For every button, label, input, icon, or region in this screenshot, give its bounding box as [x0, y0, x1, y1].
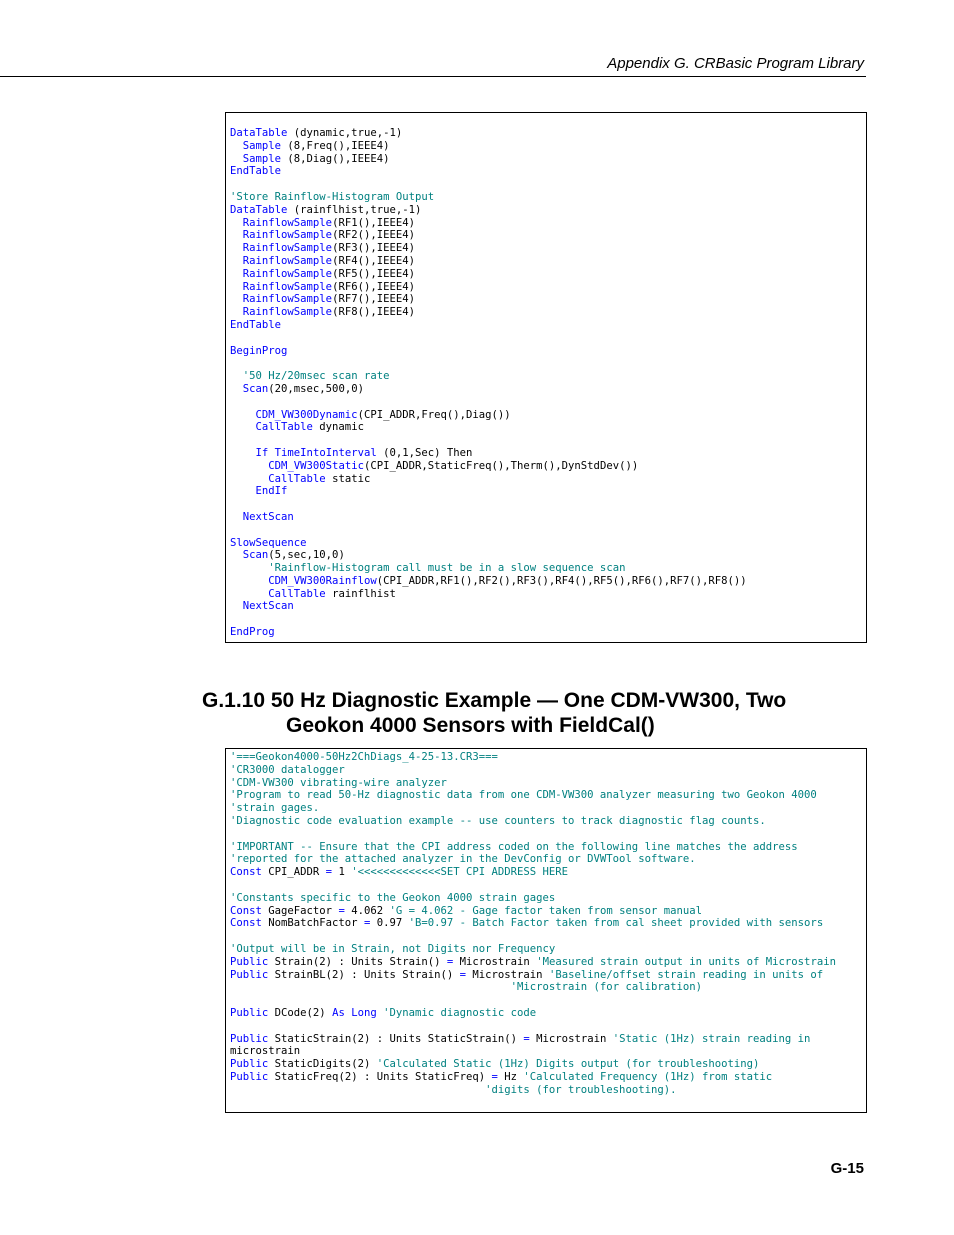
running-header: Appendix G. CRBasic Program Library	[607, 55, 864, 72]
code-text: (RF8(),IEEE4)	[332, 306, 415, 319]
code-text: (CPI_ADDR,StaticFreq(),Therm(),DynStdDev())	[363, 459, 639, 472]
code-comment: 'reported for the attached analyzer in the DevConfig or DVWTool software.	[230, 853, 696, 866]
code-comment: 'Dynamic diagnostic code	[383, 1006, 537, 1019]
code-line	[230, 306, 866, 319]
code-line	[230, 626, 866, 639]
code-line	[230, 434, 866, 447]
code-line	[230, 1033, 866, 1046]
code-text: (RF3(),IEEE4)	[332, 242, 415, 255]
code-line	[230, 383, 866, 396]
code-line	[230, 956, 866, 969]
code-text	[230, 229, 243, 241]
code-keyword: RainflowSample	[242, 254, 333, 267]
code-keyword: EndProg	[230, 626, 275, 639]
code-line	[230, 588, 866, 601]
code-text	[230, 268, 243, 280]
code-line	[230, 841, 866, 854]
code-comment: 'CR3000 datalogger	[230, 763, 345, 776]
code-line	[230, 255, 866, 268]
code-keyword: EndTable	[230, 318, 282, 331]
code-line	[230, 828, 866, 841]
code-comment: 'Calculated Frequency (1Hz) from static	[523, 1070, 773, 1083]
code-keyword: If	[255, 446, 269, 459]
code-line	[230, 319, 866, 332]
code-text: 4.062	[344, 904, 390, 917]
code-line	[230, 1007, 866, 1020]
code-line	[230, 892, 866, 905]
code-comment: 'IMPORTANT -- Ensure that the CPI address coded on the following line matches the address	[230, 840, 798, 853]
code-text: StrainBL(2) : Units Strain()	[268, 968, 460, 981]
code-keyword: =	[325, 866, 333, 879]
code-text: GageFactor	[261, 904, 339, 917]
code-keyword: NextScan	[242, 600, 294, 613]
code-text	[230, 242, 243, 254]
code-comment: 'Output will be in Strain, not Digits nor Frequency	[230, 942, 556, 955]
section-heading-line-2: Geokon 4000 Sensors with FieldCal()	[286, 714, 655, 737]
code-line	[230, 485, 866, 498]
code-text: dynamic	[312, 421, 364, 434]
code-line	[230, 396, 866, 409]
code-keyword: =	[338, 904, 345, 917]
code-text	[230, 588, 268, 600]
code-text: (RF2(),IEEE4)	[332, 229, 415, 242]
code-text: (CPI_ADDR,RF1(),RF2(),RF3(),RF4(),RF5(),RF6(),RF7(),RF8())	[376, 574, 747, 587]
code-keyword: CallTable	[268, 587, 326, 600]
code-line	[230, 332, 866, 345]
code-line	[230, 217, 866, 230]
code-line	[230, 345, 866, 358]
code-comment: 'digits (for troubleshooting).	[485, 1083, 677, 1096]
code-text: static	[325, 472, 371, 485]
section-heading-line-1: G.1.10 50 Hz Diagnostic Example — One CDM-VW300, Two	[202, 689, 787, 712]
code-keyword: Public	[230, 1070, 269, 1083]
code-keyword: RainflowSample	[242, 293, 333, 306]
code-comment: 'Measured strain output in units of Microstrain	[536, 955, 836, 968]
code-line	[230, 905, 866, 918]
code-keyword: RainflowSample	[242, 229, 333, 242]
code-comment: '50 Hz/20msec scan rate	[242, 370, 390, 383]
code-comment: 'strain gages.	[230, 802, 320, 815]
code-comment: 'Microstrain (for calibration)	[510, 981, 702, 994]
code-keyword: Sample	[242, 152, 282, 165]
code-line	[230, 981, 866, 994]
code-keyword: Scan	[242, 549, 269, 562]
code-line	[230, 498, 866, 511]
code-comment: 'Program to read 50-Hz diagnostic data from one CDM-VW300 analyzer measuring two Geokon 4000	[230, 789, 817, 802]
code-keyword: DataTable	[230, 203, 288, 216]
code-line	[230, 460, 866, 473]
code-text: CPI_ADDR	[261, 866, 326, 879]
code-keyword: =	[446, 955, 454, 968]
code-line	[230, 293, 866, 306]
code-text: 0.97	[370, 917, 409, 930]
code-keyword: EndTable	[230, 165, 282, 178]
code-text: (rainflhist,true,-1)	[287, 203, 422, 216]
code-text	[230, 460, 268, 472]
code-text	[230, 562, 268, 574]
code-text: (8,Freq(),IEEE4)	[281, 139, 390, 152]
code-line	[230, 917, 866, 930]
code-keyword: RainflowSample	[242, 242, 333, 255]
code-line	[230, 165, 866, 178]
code-keyword: Public	[230, 955, 269, 968]
code-comment: 'Constants specific to the Geokon 4000 strain gages	[230, 891, 556, 904]
code-keyword: RainflowSample	[242, 280, 333, 293]
code-line	[230, 802, 866, 815]
code-line	[230, 930, 866, 943]
code-text: (20,msec,500,0)	[268, 382, 364, 395]
code-line	[230, 191, 866, 204]
code-listing-1	[225, 112, 867, 643]
code-keyword: Const	[230, 866, 262, 879]
code-comment: 'Rainflow-Histogram call must be in a slow sequence scan	[268, 562, 626, 575]
code-text	[230, 600, 243, 612]
code-keyword: RainflowSample	[242, 306, 333, 319]
code-text: (RF6(),IEEE4)	[332, 280, 415, 293]
code-text	[230, 549, 243, 561]
code-text: microstrain	[230, 1045, 301, 1058]
code-keyword: Scan	[242, 382, 269, 395]
code-line	[230, 1058, 866, 1071]
code-text: Microstrain	[453, 955, 537, 968]
code-line	[230, 229, 866, 242]
code-keyword: =	[491, 1070, 498, 1083]
code-comment: 'Baseline/offset strain reading in units of	[548, 968, 824, 981]
code-line	[230, 421, 866, 434]
code-text: Microstrain	[466, 968, 549, 981]
code-listing-2	[225, 748, 867, 1113]
code-text	[230, 485, 256, 497]
code-line	[230, 600, 866, 613]
code-keyword: DataTable	[230, 127, 288, 139]
code-line	[230, 537, 866, 550]
code-keyword: BeginProg	[230, 344, 288, 357]
code-comment: 'CDM-VW300 vibrating-wire analyzer	[230, 776, 447, 789]
code-keyword: SlowSequence	[230, 536, 307, 549]
code-text	[230, 370, 243, 382]
code-line	[230, 879, 866, 892]
code-comment: 'B=0.97 - Batch Factor taken from cal sheet provided with sensors	[408, 917, 824, 930]
code-line	[230, 751, 866, 764]
code-text: Strain(2) : Units Strain()	[268, 955, 447, 968]
code-text: Microstrain	[529, 1032, 613, 1045]
code-text	[230, 447, 256, 459]
code-text: (0,1,Sec) Then	[376, 446, 473, 459]
code-line	[230, 575, 866, 588]
section-heading	[202, 688, 882, 738]
code-keyword: Public	[230, 1058, 269, 1071]
code-text: DCode(2)	[268, 1006, 333, 1019]
code-text	[230, 1084, 485, 1096]
code-line	[230, 789, 866, 802]
code-line	[230, 853, 866, 866]
code-keyword: Const	[230, 917, 262, 930]
code-keyword: EndIf	[255, 485, 288, 498]
code-keyword: Public	[230, 968, 269, 981]
code-line	[230, 866, 866, 879]
code-line	[230, 969, 866, 982]
code-text	[230, 293, 243, 305]
code-text	[230, 981, 511, 993]
code-line	[230, 153, 866, 166]
code-keyword: =	[363, 917, 371, 930]
code-line	[230, 511, 866, 524]
code-text: NomBatchFactor	[261, 917, 364, 930]
code-text	[230, 383, 243, 395]
code-line	[230, 447, 866, 460]
code-text: (RF5(),IEEE4)	[332, 267, 415, 280]
code-text	[230, 421, 256, 433]
code-line	[230, 140, 866, 153]
code-keyword: CDM_VW300Static	[268, 459, 364, 472]
code-text	[230, 511, 243, 523]
code-text: (8,Diag(),IEEE4)	[281, 152, 390, 165]
code-text: Hz	[497, 1070, 524, 1083]
code-line	[230, 613, 866, 626]
code-comment: '===Geokon4000-50Hz2ChDiags_4-25-13.CR3===	[230, 751, 498, 763]
code-line	[230, 815, 866, 828]
code-line	[230, 204, 866, 217]
code-keyword: =	[459, 968, 467, 981]
code-keyword: TimeIntoInterval	[274, 446, 377, 459]
code-keyword: NextScan	[242, 510, 294, 523]
code-text: rainflhist	[325, 587, 396, 600]
code-line	[230, 994, 866, 1007]
code-line	[230, 1071, 866, 1084]
code-keyword: =	[523, 1032, 530, 1045]
code-keyword: Sample	[242, 139, 282, 152]
code-keyword: RainflowSample	[242, 216, 333, 229]
header-rule	[0, 76, 866, 77]
code-line	[230, 524, 866, 537]
code-line	[230, 1045, 866, 1058]
code-comment: 'Calculated Static (1Hz) Digits output (for troubleshooting)	[376, 1058, 760, 1071]
code-keyword: CDM_VW300Rainflow	[268, 574, 377, 587]
code-keyword: CallTable	[268, 472, 326, 485]
code-line	[230, 370, 866, 383]
code-line	[230, 357, 866, 370]
code-keyword: Public	[230, 1032, 269, 1045]
code-line	[230, 549, 866, 562]
code-comment: 'G = 4.062 - Gage factor taken from sensor manual	[389, 904, 703, 917]
code-line	[230, 409, 866, 422]
code-line	[230, 473, 866, 486]
code-comment: 'Static (1Hz) strain reading in	[612, 1032, 811, 1045]
code-keyword: CDM_VW300Dynamic	[255, 408, 358, 421]
code-line	[230, 943, 866, 956]
code-keyword: Const	[230, 904, 262, 917]
code-text: StaticFreq(2) : Units StaticFreq)	[268, 1070, 492, 1083]
code-text: 1	[332, 866, 352, 879]
code-keyword: RainflowSample	[242, 267, 333, 280]
code-comment: 'Diagnostic code evaluation example -- use counters to track diagnostic flag counts.	[230, 814, 766, 827]
page-number: G-15	[830, 1160, 864, 1177]
code-text: (RF4(),IEEE4)	[332, 254, 415, 267]
code-text	[230, 153, 243, 165]
code-line	[230, 1084, 866, 1097]
code-text	[230, 255, 243, 267]
code-text	[230, 140, 243, 152]
code-text: (RF7(),IEEE4)	[332, 293, 415, 306]
code-text	[230, 473, 268, 485]
code-comment: 'Store Rainflow-Histogram Output	[230, 190, 435, 203]
code-text	[230, 217, 243, 229]
code-text	[230, 281, 243, 293]
code-text: (RF1(),IEEE4)	[332, 216, 415, 229]
code-text	[230, 575, 268, 587]
code-keyword: Public	[230, 1006, 269, 1019]
code-text: (dynamic,true,-1)	[287, 127, 403, 139]
code-text: StaticStrain(2) : Units StaticStrain()	[268, 1032, 524, 1045]
code-line	[230, 281, 866, 294]
code-keyword: CallTable	[255, 421, 313, 434]
code-line	[230, 1020, 866, 1033]
code-line	[230, 127, 866, 140]
code-text	[230, 306, 243, 318]
code-text	[230, 409, 256, 421]
code-line	[230, 562, 866, 575]
code-keyword: As Long	[332, 1006, 377, 1019]
code-text: (5,sec,10,0)	[268, 549, 345, 562]
code-text: (CPI_ADDR,Freq(),Diag())	[357, 408, 511, 421]
code-line	[230, 764, 866, 777]
code-line	[230, 268, 866, 281]
code-line	[230, 178, 866, 191]
code-text: StaticDigits(2)	[268, 1058, 377, 1071]
code-line	[230, 242, 866, 255]
code-comment: '<<<<<<<<<<<<<SET CPI ADDRESS HERE	[351, 866, 569, 879]
code-line	[230, 777, 866, 790]
